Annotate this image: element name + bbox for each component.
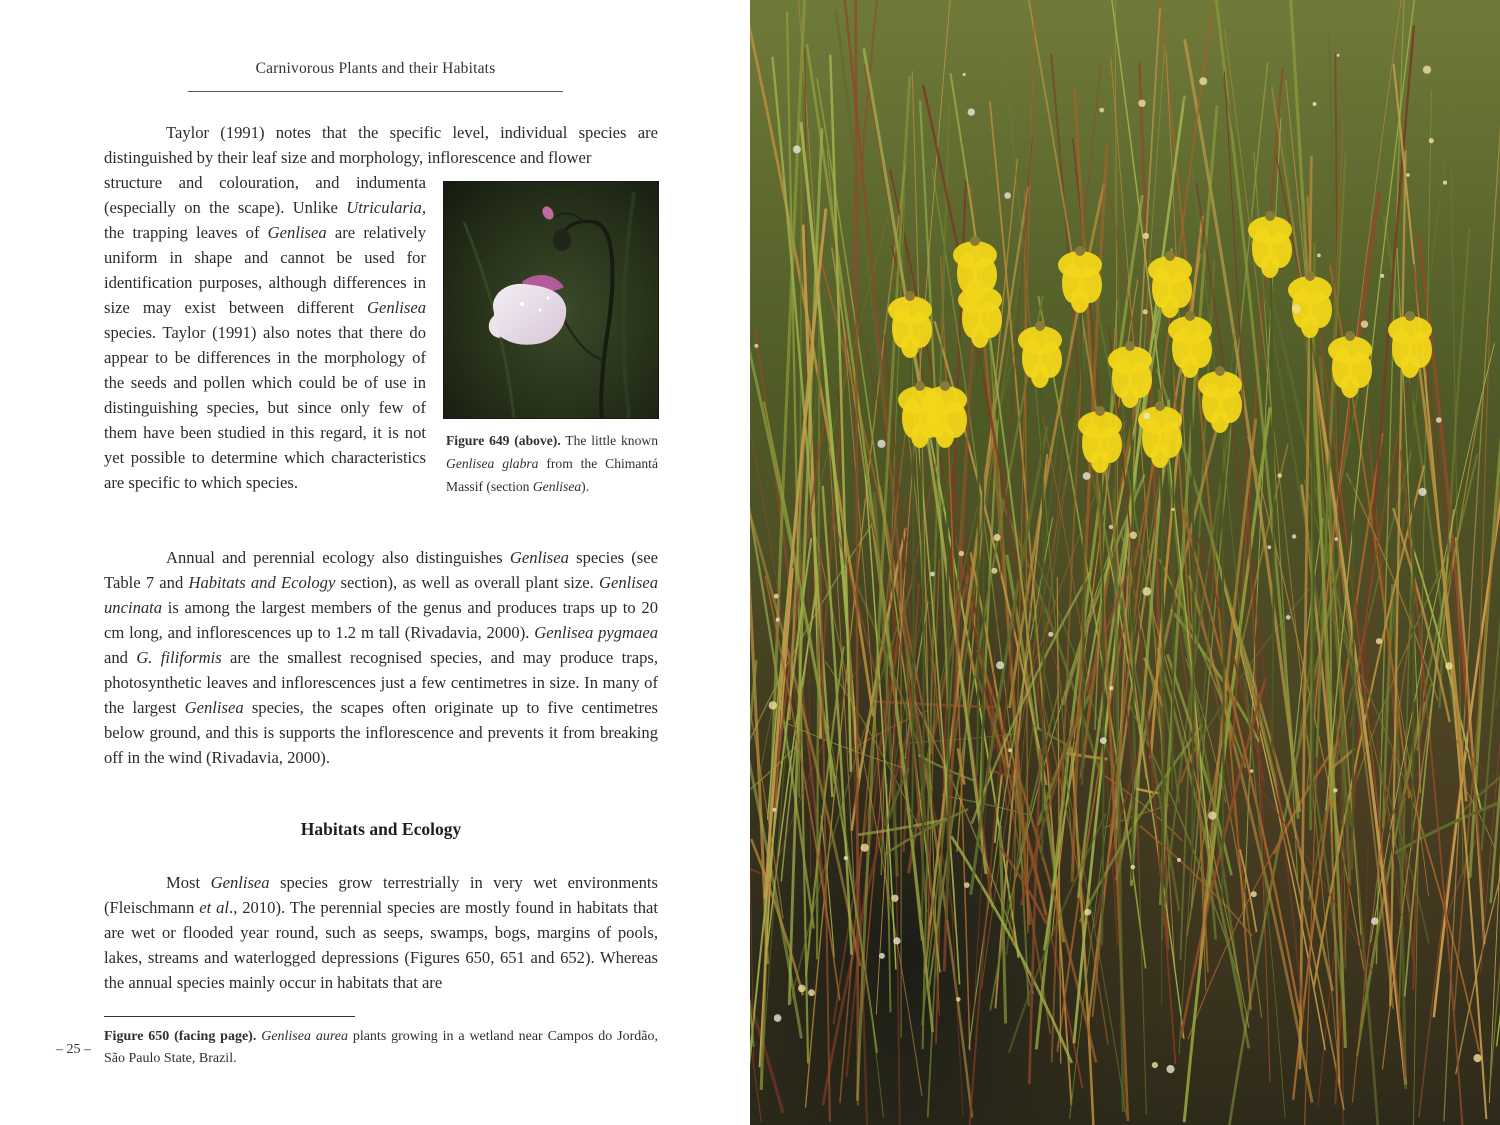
dew-droplet [1004, 192, 1011, 199]
dew-droplet [774, 1014, 782, 1022]
dew-droplet [1143, 413, 1150, 420]
para2-text: Annual and perennial ecology also distinguishes [166, 548, 510, 567]
dew-droplet [1152, 1062, 1158, 1068]
dew-droplet [1418, 488, 1426, 496]
dew-droplet [996, 661, 1004, 669]
genus-genlisea: Genlisea [267, 223, 327, 242]
section-reference: Habitats and Ecology [188, 573, 336, 592]
dew-droplet [1142, 587, 1151, 596]
dew-droplet [1429, 138, 1434, 143]
dew-droplet [754, 344, 758, 348]
section-heading: Habitats and Ecology [300, 819, 462, 839]
caption-text: from the Chimantá Massif (section [446, 456, 658, 494]
paragraph-1-opening: Taylor (1991) notes that the specific level, individual species are distinguished by their leaf size and morphology, inflorescence and flower [104, 123, 658, 167]
dew-droplet [1250, 769, 1254, 773]
dew-droplet [1473, 1054, 1481, 1062]
paragraph-1-wrapped [104, 170, 426, 495]
dew-droplet [1361, 321, 1368, 328]
caption-text: The little known [560, 433, 658, 448]
dew-droplet [959, 551, 964, 556]
dew-droplet [956, 997, 961, 1002]
species-name: Genlisea glabra [446, 456, 539, 471]
dew-droplet [1286, 615, 1291, 620]
para3-text: ., 2010). The perennial species are mostly found in habitats that are wet or flooded year round, such as seeps, swamps, bogs, margins of pools, lakes, streams and waterlogged depressions (Figures 650, 651 and 652). Whereas the annual species mainly occur in habitats that are [104, 898, 659, 992]
para1-text-a: structure and colouration, and indumenta (especially on the scape). Unlike [104, 173, 426, 217]
dew-droplet [1143, 233, 1149, 239]
dew-droplet [1445, 662, 1452, 669]
figure-649-caption [446, 429, 658, 498]
genlisea-glabra-photo [444, 182, 658, 418]
page-number: – 25 – [56, 1042, 91, 1057]
dew-droplet [1251, 891, 1257, 897]
paragraph-1-body [104, 170, 426, 495]
caption-text: plants growing in a wetland near Campos do Jordão, São Paulo State, Brazil. [104, 1029, 658, 1066]
dew-droplet [1166, 1065, 1174, 1073]
dew-droplet [861, 844, 869, 852]
paragraph-2 [104, 545, 658, 770]
dew-droplet [808, 989, 815, 996]
figure-650-label: Figure 650 (facing page). [104, 1029, 257, 1044]
species-name: G. filiformis [136, 648, 222, 667]
dew-droplet [844, 856, 848, 860]
dew-droplet [769, 701, 777, 709]
para2-text: species (see Table 7 and [104, 548, 658, 592]
dew-droplet [1208, 811, 1216, 819]
dew-droplet [930, 572, 935, 577]
running-head: Carnivorous Plants and their Habitats [255, 60, 496, 77]
dew-droplet [1083, 472, 1091, 480]
dew-droplet [1267, 545, 1271, 549]
dew-droplet [891, 895, 898, 902]
dew-droplet [1317, 254, 1321, 258]
para2-text: species, the scapes often originate up to five centimetres below ground, and this is supports the inflorescence and prevents it from breaking off in the wind (Rivadavia, 2000). [104, 698, 658, 767]
species-name: Genlisea pygmaea [534, 623, 658, 642]
para2-text: section), as well as overall plant size. [335, 573, 600, 592]
para2-text: are the smallest recognised species, and may produce traps, photosynthetic leaves and inflorescences just a few centimetres in size. In many of the largest [104, 648, 658, 717]
species-name: Genlisea aurea [261, 1029, 348, 1044]
dew-droplet [1380, 274, 1384, 278]
dew-droplet [1109, 525, 1113, 529]
dew-droplet [1172, 508, 1175, 511]
para1-text-d: species. Taylor (1991) also notes that there do appear to be differences in the morphology of the seeds and pollen which could be of use in distinguishing species, but since only few of them have been studied in this regard, it is not yet possible to determine which characteristics are specific to which species. [104, 323, 426, 492]
dew-droplet [1109, 686, 1113, 690]
genus-genlisea: Genlisea [367, 298, 426, 317]
dew-droplet [1334, 537, 1338, 541]
dew-droplet [991, 568, 997, 574]
dew-droplet [1100, 737, 1107, 744]
dew-droplet [1143, 309, 1148, 314]
para2-text: and [104, 648, 137, 667]
dew-droplet [1084, 909, 1091, 916]
dew-droplet [1423, 66, 1431, 74]
dew-droplet [968, 108, 975, 115]
figure-649-photo [444, 182, 658, 418]
dew-droplet [798, 985, 806, 993]
dew-droplet [1177, 858, 1181, 862]
citation-et-al: et al [199, 898, 230, 917]
dew-droplet [1436, 417, 1442, 423]
para1-text-c: are relatively uniform in shape and cannot be used for identification purposes, although differences in size may exist between different [104, 223, 426, 317]
dew-droplet [1337, 54, 1340, 57]
dew-droplet [1292, 534, 1296, 538]
para2-text: is among the largest members of the genus and produces traps up to 20 cm long, and inflorescences up to 1.2 m tall (Rivadavia, 2000). [104, 598, 658, 642]
dew-droplet [1443, 181, 1447, 185]
para1-text-b: , the trapping leaves of [104, 198, 426, 242]
dew-droplet [877, 440, 885, 448]
footnote-rule [104, 1016, 355, 1017]
dew-droplet [793, 145, 801, 153]
figure-650-caption [104, 1026, 658, 1070]
dew-droplet [1130, 532, 1137, 539]
dew-droplet [1292, 304, 1301, 313]
dew-droplet [994, 534, 1001, 541]
paragraph-1-full-width [104, 120, 658, 170]
caption-text: ). [581, 479, 590, 494]
dew-droplet [774, 594, 779, 599]
figure-649-label: Figure 649 (above). [446, 433, 561, 448]
dew-droplet [1099, 108, 1104, 113]
genus-genlisea: Genlisea [210, 873, 270, 892]
dew-droplet [1048, 632, 1053, 637]
genus-genlisea: Genlisea [509, 548, 569, 567]
dew-droplet [893, 937, 900, 944]
figure-650-photo [750, 0, 1500, 1125]
genlisea-aurea-wetland-photo [750, 0, 1500, 1125]
dew-droplet [776, 618, 780, 622]
dew-droplet [1199, 77, 1207, 85]
dew-droplet [1376, 638, 1382, 644]
species-name: Genlisea uncinata [104, 573, 659, 617]
genus-genlisea: Genlisea [184, 698, 244, 717]
dew-droplet [772, 808, 776, 812]
dew-droplet [963, 73, 966, 76]
paragraph-3 [104, 870, 658, 995]
dew-droplet [879, 953, 885, 959]
dew-droplet [964, 882, 970, 888]
dew-droplet [1277, 473, 1282, 478]
dew-droplet [1313, 102, 1317, 106]
para3-text: Most [166, 873, 211, 892]
section-name: Genlisea [532, 479, 582, 494]
dew-droplet [1406, 173, 1410, 177]
para3-text: species grow terrestrially in very wet environments (Fleischmann [104, 873, 658, 917]
dew-droplet [1008, 748, 1012, 752]
dew-droplet [1333, 788, 1337, 792]
dew-droplet [1138, 100, 1145, 107]
running-head-rule [188, 91, 563, 92]
dew-droplet [1130, 865, 1135, 870]
dew-droplet [1371, 917, 1378, 924]
genus-utricularia: Utricularia [346, 198, 422, 217]
